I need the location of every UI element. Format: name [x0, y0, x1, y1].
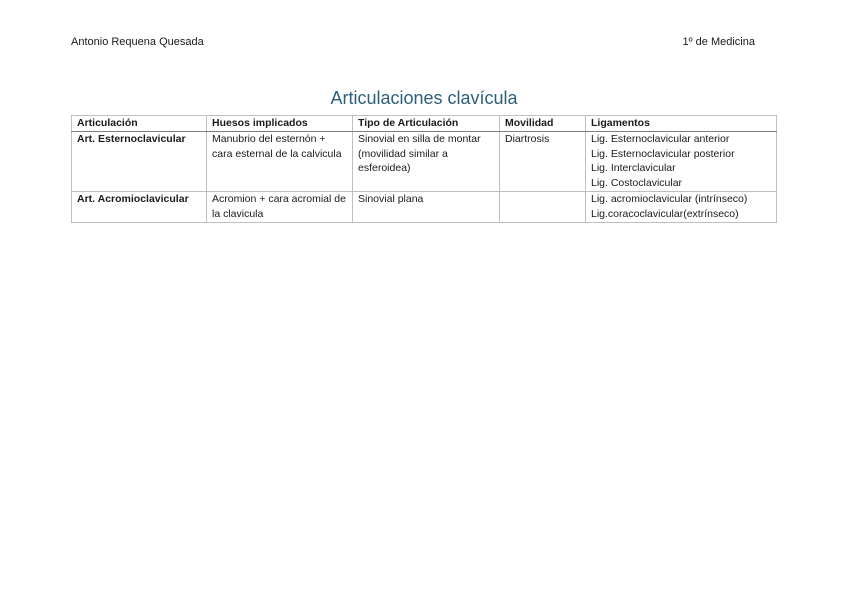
column-header-articulacion: Articulación: [72, 116, 207, 132]
ligament-item: Lig.coracoclavicular(extrínseco): [591, 207, 739, 220]
ligament-item: Lig. Costoclavicular: [591, 177, 683, 190]
cell-tipo: Sinovial plana: [353, 191, 500, 222]
ligament-item: Lig. Interclavicular: [591, 162, 676, 175]
table-header-row: [72, 116, 777, 132]
cell-articulacion: Art. Esternoclavicular: [72, 131, 207, 191]
column-header-movilidad: Movilidad: [500, 116, 586, 132]
cell-movilidad: Diartrosis: [500, 131, 586, 191]
ligament-item: Lig. Esternoclavicular anterior: [591, 132, 730, 145]
page-header: [71, 36, 755, 49]
ligament-item: Lig. Esternoclavicular posterior: [591, 147, 735, 160]
cell-huesos: Acromion + cara acromial de la clavicula: [207, 191, 353, 222]
cell-ligamentos: [586, 191, 777, 222]
document-title: Articulaciones clavícula: [330, 88, 518, 108]
cell-movilidad: [500, 191, 586, 222]
table-row: [72, 191, 777, 222]
cell-tipo: Sinovial en silla de montar (movilidad similar a esferoidea): [353, 131, 500, 191]
column-header-tipo: Tipo de Articulación: [353, 116, 500, 132]
course-label: 1º de Medicina: [682, 36, 755, 48]
cell-articulacion: Art. Acromioclavicular: [72, 191, 207, 222]
cell-ligamentos: [586, 131, 777, 191]
column-header-huesos: Huesos implicados: [207, 116, 353, 132]
table-row: [72, 131, 777, 191]
cell-huesos: Manubrio del esternón + cara esternal de la calvicula: [207, 131, 353, 191]
column-header-ligamentos: Ligamentos: [586, 116, 777, 132]
ligament-item: Lig. acromioclavicular (intrínseco): [591, 192, 748, 205]
author-name: Antonio Requena Quesada: [71, 36, 204, 48]
articulations-table: [71, 115, 777, 223]
